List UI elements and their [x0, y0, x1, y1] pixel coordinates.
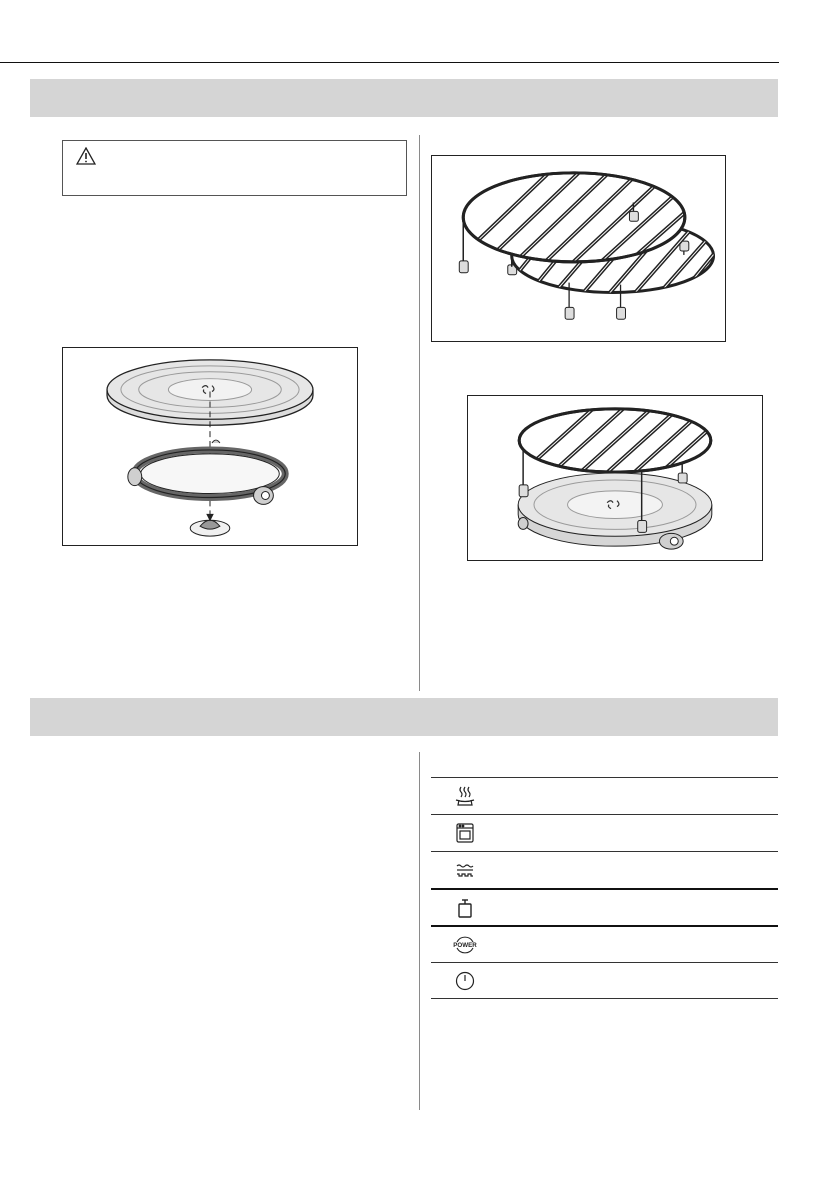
warning-box [62, 140, 407, 196]
turntable-tray [518, 473, 712, 549]
rack-on-turntable-figure [467, 395, 763, 561]
symbol-row [431, 888, 778, 925]
roller-ring [128, 440, 285, 504]
symbol-row [431, 851, 778, 888]
symbol-row [431, 814, 778, 851]
grill-heater-icon [453, 858, 477, 882]
power-icon [453, 933, 477, 957]
clock-icon [453, 969, 477, 993]
column-divider-1 [419, 135, 420, 691]
symbol-row [431, 925, 778, 962]
racks-figure [431, 155, 726, 342]
symbol-row [431, 962, 778, 999]
upper-rack [452, 161, 709, 287]
steam-dish-icon [453, 784, 477, 808]
oven-icon [453, 821, 477, 845]
coupler [190, 514, 230, 536]
symbol-row [431, 777, 778, 814]
warning-triangle-icon [76, 147, 96, 165]
symbol-table [431, 777, 778, 999]
power-icon-text: POWER [453, 942, 477, 949]
section-header-2 [30, 698, 778, 736]
column-divider-2 [419, 752, 420, 1110]
top-rule [0, 62, 779, 63]
section-header-1 [30, 79, 778, 117]
turntable-figure [62, 347, 358, 546]
timer-icon [453, 896, 477, 920]
